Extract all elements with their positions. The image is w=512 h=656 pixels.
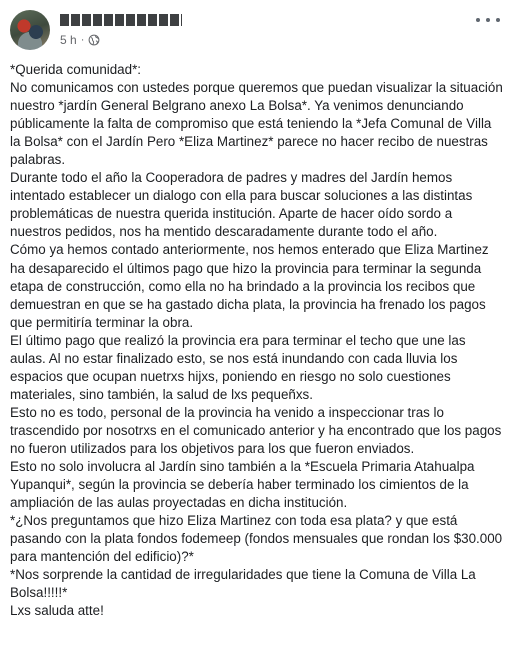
post-paragraph: Esto no es todo, personal de la provincia ha venido a inspeccionar tras lo trascendido por nosotrxs en el comunicado anterior y ha encontrado que los pagos no fueron utilizados para los objetivos para los que fueron enviados. <box>10 404 502 456</box>
more-options-icon[interactable] <box>476 12 500 28</box>
post-paragraph: Cómo ya hemos contado anteriormente, nos hemos enterado que Eliza Martinez ha desaparecido el últimos pago que hizo la provincia para terminar la segunda etapa de construcción, como ella no ha brindado a la provincia los recibos que demuestran en que se ha gastado dicha plata, la provincia ha frenado los pagos que permitiría terminar la obra. <box>10 242 489 330</box>
post-paragraph: Esto no solo involucra al Jardín sino también a la *Escuela Primaria Atahualpa Yupanqui*, según la provincia se debería haber terminado los cimientos de la ampliación de las aulas proyectadas en dicha institución. <box>10 459 475 511</box>
post-paragraph: Lxs saluda atte! <box>10 603 104 619</box>
post-paragraph: *Nos sorprende la cantidad de irregularidades que tiene la Comuna de Villa La Bolsa!!!!!* <box>10 567 476 601</box>
author-name[interactable] <box>60 13 182 27</box>
post-paragraph: *Querida comunidad*: <box>10 62 142 77</box>
avatar[interactable] <box>10 10 50 50</box>
meta-separator: · <box>80 34 85 46</box>
post-paragraph: Durante todo el año la Cooperadora de padres y madres del Jardín hemos intentado establecer un dialogo con ella para buscar soluciones a las distintas problemáticas de nuestra querida institución. Aparte de hacer oído sordo a nuestros pedidos, nos ha mentido descaradamente durante todo el año. <box>10 170 473 240</box>
author-name-redacted <box>60 14 182 26</box>
post-paragraph: No comunicamos con ustedes porque queremos que puedan visualizar la situación nuestro *jardín General Belgrano anexo La Bolsa*. Ya venimos denunciando públicamente la falta de compromiso que está teniendo la *Jefa Comunal de Villa la Bolsa* con el Jardín Pero *Eliza Martinez* parece no hacer recibo de nuestras palabras. <box>10 80 503 168</box>
post-body <box>10 61 504 620</box>
post-header <box>10 10 502 52</box>
globe-icon[interactable] <box>88 34 100 46</box>
post-paragraph: *¿Nos preguntamos que hizo Eliza Martinez con toda esa plata? y que está pasando con la plata fondos fodemeep (fondos mensuales que rondan los $30.000 para mantención del edificio)?* <box>10 513 503 565</box>
post-timestamp[interactable]: 5 h <box>60 33 77 47</box>
post-meta <box>60 32 100 48</box>
post-paragraph: El último pago que realizó la provincia era para terminar el techo que une las aulas. Al no estar finalizado esto, se nos está inundando con cada lluvia los espacios que ocupan nuetrxs hijxs, poniendo en riesgo no solo cuestiones materiales, sino también, la salud de lxs pequeñxs. <box>10 332 466 402</box>
